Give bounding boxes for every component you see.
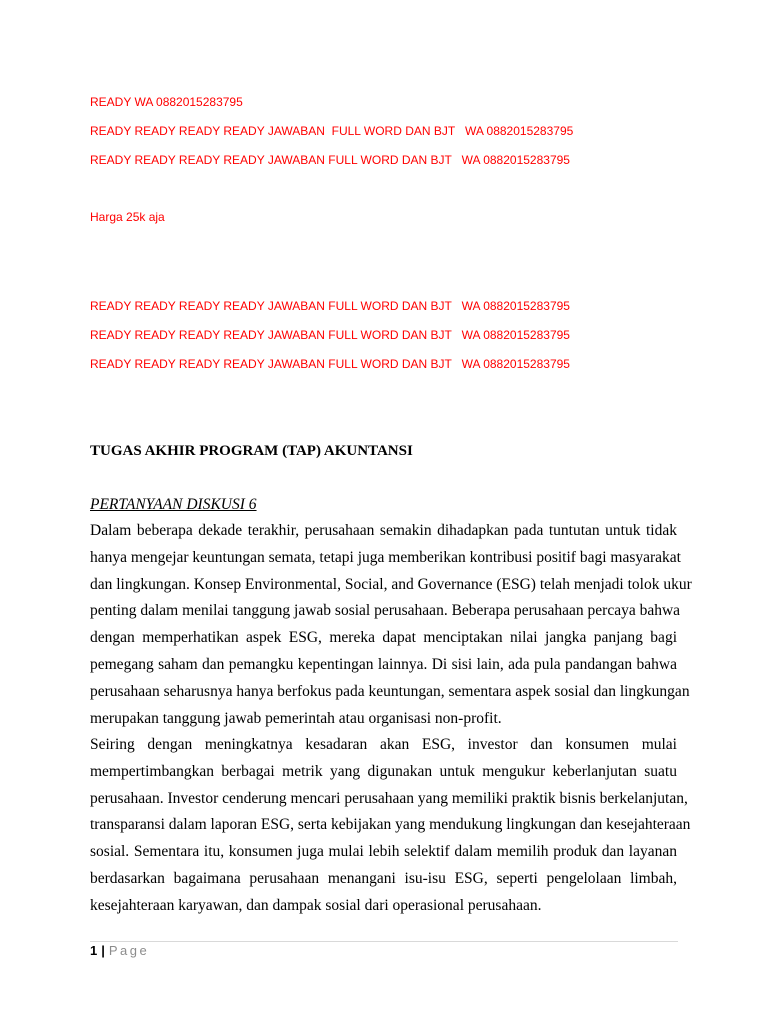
paragraph-line: berdasarkan bagaimana perusahaan menangani isu-isu ESG, seperti pengelolaan limbah,	[90, 869, 677, 887]
paragraph-line: merupakan tanggung jawab pemerintah atau organisasi non-profit.	[90, 709, 502, 727]
paragraph-line: dan lingkungan. Konsep Environmental, Social, and Governance (ESG) telah menjadi tolok ukur	[90, 575, 692, 593]
promo-line-1: READY WA 0882015283795	[90, 95, 243, 109]
promo-line-4: READY READY READY READY JAWABAN FULL WORD DAN BJT WA 0882015283795	[90, 299, 570, 313]
paragraph-line: transparansi dalam laporan ESG, serta kebijakan yang mendukung lingkungan dan kesejahteraan	[90, 816, 691, 834]
paragraph-line: penting dalam menilai tanggung jawab sosial perusahaan. Beberapa perusahaan percaya bahwa	[90, 602, 681, 620]
promo-price: Harga 25k aja	[90, 210, 165, 224]
footer-separator: |	[101, 943, 105, 958]
paragraph-1	[90, 518, 692, 732]
paragraph-line: kesejahteraan karyawan, dan dampak sosial dari operasional perusahaan.	[90, 896, 542, 914]
paragraph-line: sosial. Sementara itu, konsumen juga mulai lebih selektif dalam memilih produk dan layanan	[90, 843, 677, 861]
document-title: TUGAS AKHIR PROGRAM (TAP) AKUNTANSI	[90, 443, 413, 459]
page-footer	[90, 943, 149, 958]
promo-line-2: READY READY READY READY JAWABAN FULL WORD DAN BJT WA 0882015283795	[90, 124, 574, 138]
paragraph-line: hanya mengejar keuntungan semata, tetapi juga memberikan kontribusi positif bagi masyarakat	[90, 548, 681, 566]
page-number: 1	[90, 943, 98, 958]
paragraph-line: perusahaan. Investor cenderung mencari perusahaan yang memiliki praktik bisnis berkelanjutan,	[90, 789, 688, 807]
paragraph-line: mempertimbangkan berbagai metrik yang digunakan untuk mengukur keberlanjutan suatu	[90, 762, 677, 780]
paragraph-line: Seiring dengan meningkatnya kesadaran akan ESG, investor dan konsumen mulai	[90, 736, 677, 753]
promo-line-5: READY READY READY READY JAWABAN FULL WORD DAN BJT WA 0882015283795	[90, 328, 570, 342]
promo-line-6: READY READY READY READY JAWABAN FULL WORD DAN BJT WA 0882015283795	[90, 357, 570, 371]
footer-divider	[90, 941, 678, 942]
paragraph-line: perusahaan seharusnya hanya berfokus pada keuntungan, sementara aspek sosial dan lingkungan	[90, 682, 690, 700]
paragraph-line: Dalam beberapa dekade terakhir, perusahaan semakin dihadapkan pada tuntutan untuk tidak	[90, 522, 677, 539]
page-label: Page	[108, 943, 150, 958]
paragraph-2	[90, 732, 691, 920]
paragraph-line: pemegang saham dan pemangku kepentingan lainnya. Di sisi lain, ada pula pandangan bahwa	[90, 655, 677, 673]
section-heading: PERTANYAAN DISKUSI 6	[90, 496, 257, 513]
promo-line-3: READY READY READY READY JAWABAN FULL WORD DAN BJT WA 0882015283795	[90, 153, 570, 167]
paragraph-line: dengan memperhatikan aspek ESG, mereka dapat menciptakan nilai jangka panjang bagi	[90, 629, 677, 647]
